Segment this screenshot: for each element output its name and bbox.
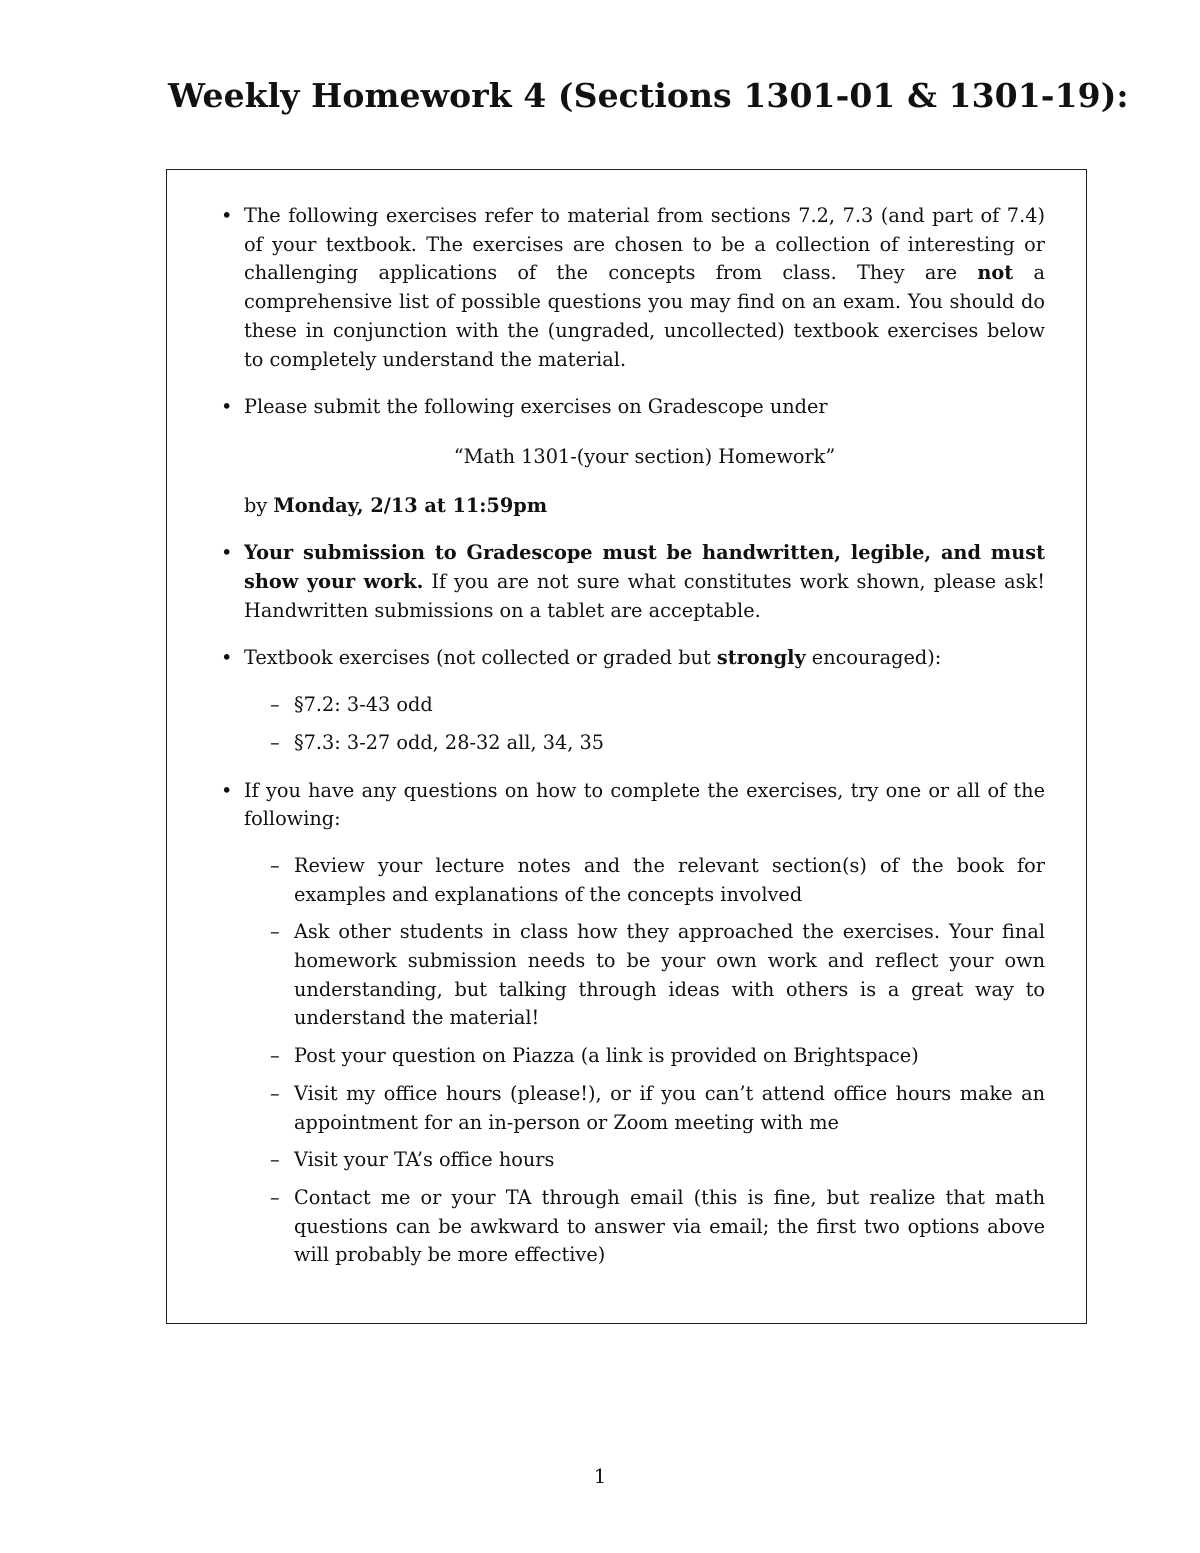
dash-icon: – <box>270 1185 280 1209</box>
dash-icon: – <box>270 1148 280 1172</box>
dash-icon: – <box>270 920 280 944</box>
handwritten-requirement: Your submission to Gradescope must be handwritten, legible, and must show your work. <box>244 541 1045 594</box>
instructions-list <box>221 202 1045 1289</box>
dash-icon: – <box>270 1081 280 1105</box>
dash-icon: – <box>270 693 280 717</box>
dash-icon: – <box>270 730 280 754</box>
list-item-textbook <box>221 644 1045 757</box>
textbook-text: Textbook exercises (not collected or graded but strongly encouraged): <box>244 646 942 670</box>
page-title: Weekly Homework 4 (Sections 1301-01 & 1301-19): <box>168 76 1129 115</box>
help-options <box>244 852 1045 1270</box>
sublist-item: – §7.2: 3-43 odd <box>244 691 1045 720</box>
deadline-line: by Monday, 2/13 at 11:59pm <box>244 493 548 517</box>
list-item-overview <box>221 202 1045 374</box>
sublist-item: – Contact me or your TA through email (this is fine, but realize that math questions can be awkward to answer via email; the first two options above will probably be more effective) <box>270 1185 1045 1267</box>
assignment-name: “Math 1301-(your section) Homework” <box>453 444 836 468</box>
list-item-handwritten <box>221 539 1045 625</box>
sublist-item: – §7.3: 3-27 odd, 28-32 all, 34, 35 <box>244 729 1045 758</box>
bullet-icon: • <box>221 646 233 670</box>
list-item-submission <box>221 393 1045 520</box>
sublist-item: – Review your lecture notes and the relevant section(s) of the book for examples and explanations of the concepts involved <box>270 853 1045 906</box>
bullet-icon: • <box>221 778 233 802</box>
sublist-item: – Post your question on Piazza (a link is provided on Brightspace) <box>244 1042 1045 1071</box>
emphasis-not: not <box>977 261 1014 285</box>
dash-icon: – <box>270 1044 280 1068</box>
help-text: If you have any questions on how to complete the exercises, try one or all of the following: <box>244 778 1045 831</box>
list-item-help <box>221 777 1045 1271</box>
instructions-box <box>166 169 1087 1324</box>
handwritten-text: Your submission to Gradescope must be handwritten, legible, and must show your work. If you are not sure what constitutes work shown, please ask! Handwritten submissions on a tablet are acceptable. <box>244 541 1045 622</box>
sublist-item: – Visit your TA’s office hours <box>244 1146 1045 1175</box>
textbook-exercises <box>244 691 1045 757</box>
page-number: 1 <box>593 1464 607 1488</box>
submission-text: Please submit the following exercises on Gradescope under <box>244 395 828 419</box>
sublist-item: – Visit my office hours (please!), or if you can’t attend office hours make an appointment for an in-person or Zoom meeting with me <box>270 1081 1045 1134</box>
deadline: Monday, 2/13 at 11:59pm <box>273 493 548 517</box>
emphasis-strongly: strongly <box>716 646 806 670</box>
bullet-icon: • <box>221 541 233 565</box>
bullet-icon: • <box>221 204 233 227</box>
bullet-icon: • <box>221 395 233 419</box>
sublist-item: – Ask other students in class how they approached the exercises. Your final homework submission needs to be your own work and reflect your own understanding, but talking through ideas with others is a great way to understand the material! <box>270 920 1045 1030</box>
dash-icon: – <box>270 853 280 877</box>
overview-text: The following exercises refer to material from sections 7.2, 7.3 (and part of 7.4) of your textbook. The exercises are chosen to be a collection of interesting or challenging applications of the concepts from class. They are not a comprehensive list of possible questions you may find on an exam. You should do these in conjunction with the (ungraded, uncollected) textbook exercises below to completely understand the material. <box>244 204 1046 371</box>
